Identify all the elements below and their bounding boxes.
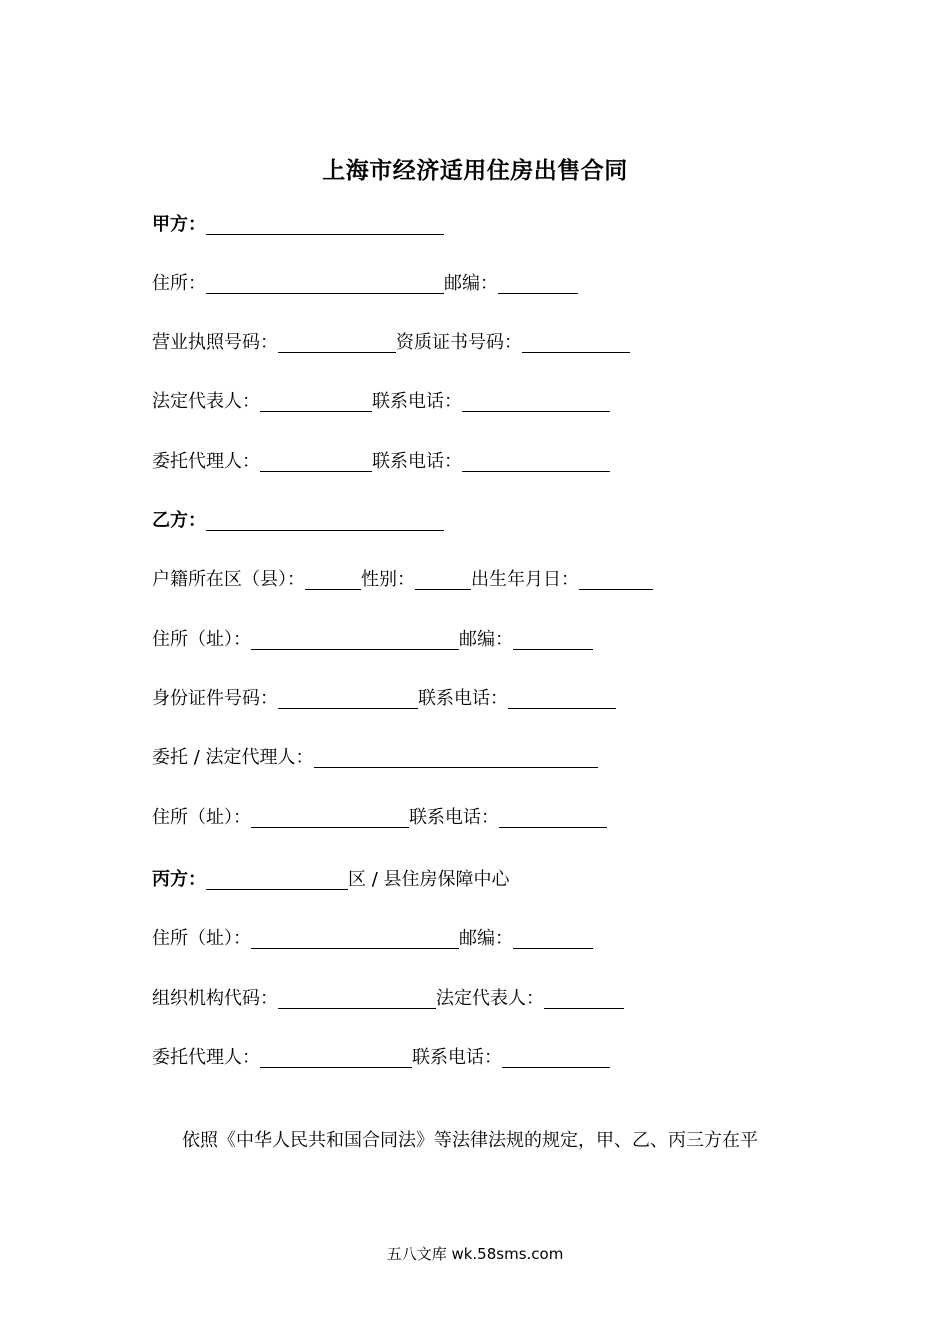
party-b-district-row: [152, 567, 653, 593]
party-a-address-label: 住所：: [152, 273, 206, 294]
party-a-agent-label: 委托代理人：: [152, 451, 260, 472]
party-b-birth-label: 出生年月日：: [471, 569, 579, 590]
party-b-address-label: 住所（址）：: [152, 629, 251, 650]
party-b-gender-blank[interactable]: [415, 570, 471, 590]
party-a-cert-label: 资质证书号码：: [396, 332, 522, 353]
party-a-postcode-blank[interactable]: [498, 274, 578, 294]
party-a-legal-rep-phone-label: 联系电话：: [372, 391, 462, 412]
party-b-agent-address-row: [152, 805, 607, 831]
party-c-agent-phone-blank[interactable]: [502, 1048, 610, 1068]
party-c-address-label: 住所（址）：: [152, 928, 251, 949]
intro-paragraph: 依照《中华人民共和国合同法》等法律法规的规定，甲、乙、丙三方在平: [182, 1130, 758, 1151]
party-c-district-blank[interactable]: [206, 870, 348, 890]
party-b-postcode-label: 邮编：: [459, 629, 513, 650]
party-b-agent-blank[interactable]: [314, 748, 598, 768]
party-c-agent-blank[interactable]: [260, 1048, 412, 1068]
party-b-id-label: 身份证件号码：: [152, 688, 278, 709]
party-b-phone-blank[interactable]: [508, 689, 616, 709]
document-title: 上海市经济适用住房出售合同: [322, 158, 628, 184]
party-b-agent-phone-label: 联系电话：: [409, 807, 499, 828]
party-a-agent-phone-label: 联系电话：: [372, 451, 462, 472]
party-b-address-blank[interactable]: [251, 630, 459, 650]
party-a-agent-phone-blank[interactable]: [462, 452, 610, 472]
party-b-agent-label: 委托 / 法定代理人：: [152, 747, 314, 768]
party-a-address-blank[interactable]: [206, 274, 444, 294]
party-b-id-row: [152, 686, 616, 712]
party-b-district-label: 户籍所在区（县）：: [152, 569, 305, 590]
party-a-agent-row: [152, 449, 610, 475]
party-c-address-blank[interactable]: [251, 929, 459, 949]
party-b-name-blank[interactable]: [206, 511, 444, 531]
party-c-suffix: 区 / 县住房保障中心: [348, 869, 510, 890]
party-c-label: 丙方：: [152, 869, 206, 890]
party-c-address-row: [152, 926, 593, 952]
party-c-agent-row: [152, 1045, 610, 1071]
party-a-license-label: 营业执照号码：: [152, 332, 278, 353]
party-b-phone-label: 联系电话：: [418, 688, 508, 709]
party-c-legal-rep-label: 法定代表人：: [436, 988, 544, 1009]
party-a-address-row: [152, 271, 578, 297]
party-b-label: 乙方：: [152, 510, 206, 531]
party-b-district-blank[interactable]: [305, 570, 361, 590]
party-c-agent-phone-label: 联系电话：: [412, 1047, 502, 1068]
party-a-name-blank[interactable]: [206, 215, 444, 235]
party-a-label: 甲方：: [152, 214, 206, 235]
party-a-legal-rep-row: [152, 389, 610, 415]
party-a-postcode-label: 邮编：: [444, 273, 498, 294]
party-a-legal-rep-label: 法定代表人：: [152, 391, 260, 412]
party-b-agent-address-blank[interactable]: [251, 808, 409, 828]
party-a-row: [152, 212, 444, 238]
party-c-agent-label: 委托代理人：: [152, 1047, 260, 1068]
party-a-license-row: [152, 330, 630, 356]
footer-watermark: 五八文库 wk.58sms.com: [386, 1245, 564, 1263]
party-b-id-blank[interactable]: [278, 689, 418, 709]
party-b-row: [152, 508, 444, 534]
party-b-birth-blank[interactable]: [579, 570, 653, 590]
party-b-agent-address-label: 住所（址）：: [152, 807, 251, 828]
party-a-cert-blank[interactable]: [522, 333, 630, 353]
party-c-legal-rep-blank[interactable]: [544, 989, 624, 1009]
party-a-legal-rep-blank[interactable]: [260, 392, 372, 412]
party-b-postcode-blank[interactable]: [513, 630, 593, 650]
party-c-row: [152, 867, 510, 893]
party-a-agent-blank[interactable]: [260, 452, 372, 472]
party-c-org-code-label: 组织机构代码：: [152, 988, 278, 1009]
party-c-org-code-blank[interactable]: [278, 989, 436, 1009]
party-b-address-row: [152, 627, 593, 653]
party-a-license-blank[interactable]: [278, 333, 396, 353]
party-a-legal-rep-phone-blank[interactable]: [462, 392, 610, 412]
party-c-postcode-blank[interactable]: [513, 929, 593, 949]
party-b-agent-phone-blank[interactable]: [499, 808, 607, 828]
party-b-agent-row: [152, 745, 598, 771]
party-b-gender-label: 性别：: [361, 569, 415, 590]
party-c-postcode-label: 邮编：: [459, 928, 513, 949]
party-c-org-row: [152, 986, 624, 1012]
